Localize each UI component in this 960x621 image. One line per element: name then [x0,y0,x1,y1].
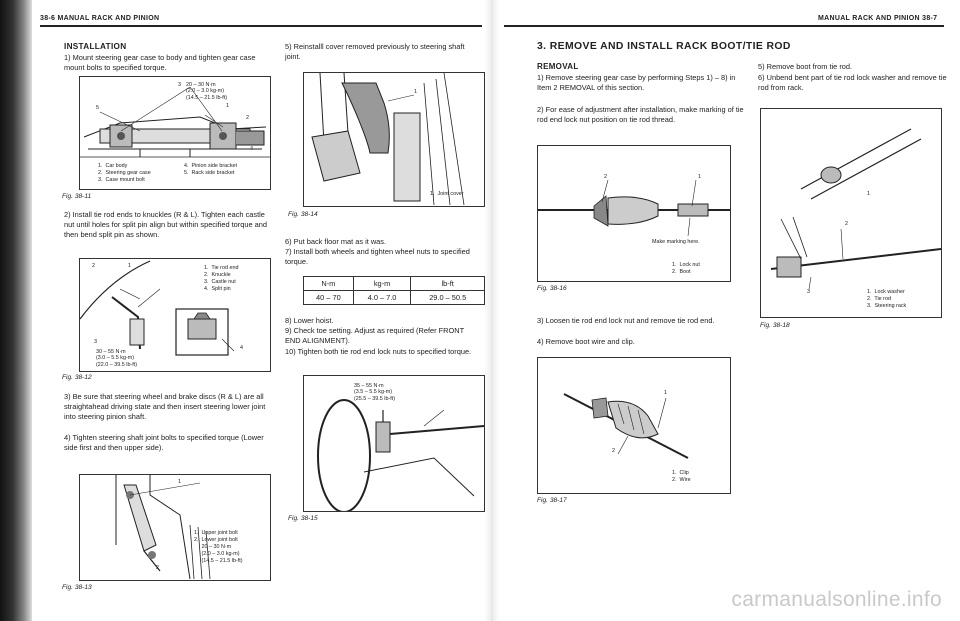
torque-value-nm: 40 – 70 [304,291,354,305]
fig-11-torque: 20 – 30 N·m (2.0 – 3.0 kg-m) (14.5 – 21.5 lb-ft) [186,82,228,101]
fig-18-callout-2: 2 [845,221,848,227]
fig-11-callout-1: 1 [226,103,229,109]
torque-header-nm: N-m [304,277,354,291]
fig-12-callout-4: 4 [240,345,243,351]
fig-38-17-caption: Fig. 38-17 [537,497,567,504]
fig-18-callout-1: 1 [867,191,870,197]
fig-17-legend: 1. Clip 2. Wire [672,470,691,483]
fig-38-16-caption: Fig. 38-16 [537,285,567,292]
fig-12-torque: 30 – 55 N·m (3.0 – 5.5 kg-m) (22.0 – 39.5 lb-ft) [96,349,138,368]
fig-12-callout-2: 2 [92,263,95,269]
fig-12-callout-1: 1 [128,263,131,269]
torque-header-kgm: kg-m [353,277,411,291]
fig-16-callout-1: 1 [698,174,701,180]
site-watermark: carmanualsonline.info [731,588,942,611]
removal-step-5: 5) Remove boot from tie rod. [758,62,853,71]
installation-heading: INSTALLATION [64,42,127,51]
torque-value-lbft: 29.0 – 50.5 [411,291,485,305]
install-step-8: 8) Lower hoist. [285,316,334,325]
fig-38-14-caption: Fig. 38-14 [288,211,318,218]
fig-11-callout-4: 4 [250,146,253,152]
install-step-5: 5) Reinstalll cover removed previously to steering shaft joint. [285,42,465,62]
figure-38-12 [79,258,271,372]
removal-step-6: 6) Unbend bent part of tie rod lock washer and remove tie rod from rack. [758,73,947,93]
fig-12-legend: 1. Tie rod end 2. Knuckle 3. Castle nut 4. Split pin [204,265,239,292]
install-step-9: 9) Check toe setting. Adjust as required (Refer FRONT END ALIGNMENT). [285,326,464,346]
fig-38-13-caption: Fig. 38-13 [62,584,92,591]
right-header-rule [504,25,944,27]
fig-16-note: Make marking here. [652,239,700,245]
figure-38-14 [303,72,485,207]
removal-step-3: 3) Loosen tie rod end lock nut and remove tie rod end. [537,316,715,325]
fig-11-callout-3: 3 [178,82,181,88]
torque-spec-table [303,276,485,305]
install-step-2: 2) Install tie rod ends to knuckles (R & L). Tighten each castle nut until holes for split pin align but within specified torque and then bend split pin as shown. [64,210,267,240]
install-step-10: 10) Tighten both tie rod end lock nuts to specified torque. [285,347,472,356]
section-heading: 3. REMOVE AND INSTALL RACK BOOT/TIE ROD [537,41,791,52]
install-step-3: 3) Be sure that steering wheel and brake discs (R & L) are all straightahead driving state and then insert steering lower joint into steering pinion shaft. [64,392,266,422]
figure-38-15 [303,375,485,512]
fig-17-callout-2: 2 [612,448,615,454]
fig-15-torque: 35 – 55 N·m (3.5 – 5.5 kg-m) (25.5 – 39.5 lb-ft) [354,383,396,402]
fig-11-legend-b: 4. Pinion side bracket 5. Rack side bracket [184,163,238,176]
figure-38-16 [537,145,731,282]
figure-38-17 [537,357,731,494]
fig-17-callout-1: 1 [664,390,667,396]
install-step-6: 6) Put back floor mat as it was. [285,237,387,246]
fig-18-legend: 1. Lock washer 2. Tie rod 3. Steering rack [867,289,907,309]
removal-step-2: 2) For ease of adjustment after installation, make marking of tie rod end lock nut position on tie rod thread. [537,105,744,125]
removal-heading: REMOVAL [537,62,579,71]
joint-cover-drawing [304,73,484,206]
torque-value-kgm: 4.0 – 7.0 [353,291,411,305]
torque-header-lbft: lb-ft [411,277,485,291]
fig-13-legend: 1. Upper joint bolt 2. Lower joint bolt 20 – 30 N·m (2.0 – 3.0 kg-m) (14.5 – 21.5 lb-ft) [194,530,243,564]
install-step-1: 1) Mount steering gear case to body and tighten gear case mount bolts to specified torque. [64,53,256,73]
install-step-7: 7) Install both wheels and tighten wheel nuts to specified torque. [285,247,470,267]
install-step-4: 4) Tighten steering shaft joint bolts to specified torque (Lower side first and then upper side). [64,433,264,453]
page-spine-shadow [0,0,32,621]
fig-38-15-caption: Fig. 38-15 [288,515,318,522]
fig-38-11-caption: Fig. 38-11 [62,193,92,200]
fig-11-callout-2: 2 [246,115,249,121]
tie-rod-removal-drawing [761,109,941,317]
removal-step-1: 1) Remove steering gear case by performing Steps 1) – 8) in Item 2 REMOVAL of this section. [537,73,736,93]
removal-step-4: 4) Remove boot wire and clip. [537,337,635,346]
fig-38-12-caption: Fig. 38-12 [62,374,92,381]
right-page-header: MANUAL RACK AND PINION 38-7 [818,15,938,22]
fig-18-callout-3: 3 [807,289,810,295]
fig-16-legend: 1. Lock nut 2. Boot [672,262,700,275]
boot-wire-clip-drawing [538,358,730,493]
fig-11-legend-a: 1. Car body 2. Steering gear case 3. Case mount bolt [98,163,151,183]
figure-38-13 [79,474,271,581]
fig-12-callout-3: 3 [94,339,97,345]
page-binding-gutter [484,0,500,621]
fig-38-18-caption: Fig. 38-18 [760,322,790,329]
fig-14-callout-1: 1 [414,89,417,95]
fig-16-callout-2: 2 [604,174,607,180]
fig-11-callout-5: 5 [96,105,99,111]
fig-13-callout-1: 1 [178,479,181,485]
figure-38-11 [79,76,271,190]
left-header-rule [40,25,482,27]
fig-14-legend: 1. Joint cover [430,191,464,197]
figure-38-18 [760,108,942,318]
lock-nut-marking-drawing [538,146,730,281]
fig-13-callout-2: 2 [156,565,159,571]
left-page-header: 38-6 MANUAL RACK AND PINION [40,15,160,22]
